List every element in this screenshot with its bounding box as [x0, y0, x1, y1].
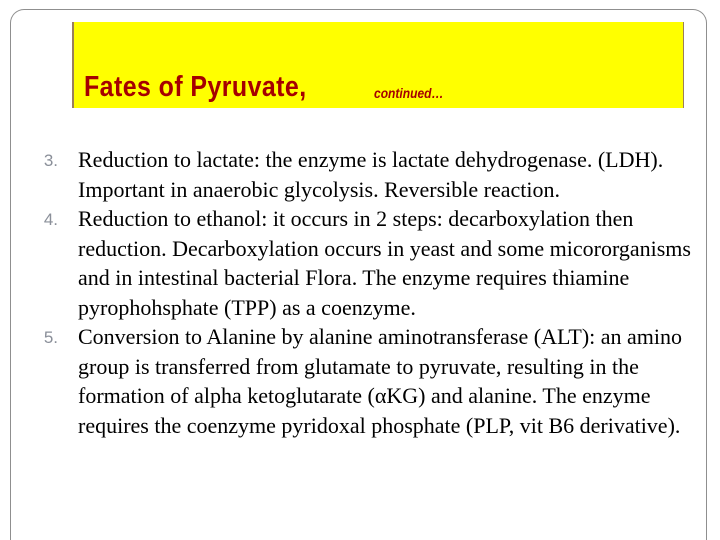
numbered-list: [0, 145, 720, 440]
list-item-number: 5.: [43, 328, 58, 347]
title-main: Fates of Pyruvate,: [84, 71, 307, 103]
list-item: [0, 204, 720, 322]
title-subtitle: continued…: [374, 85, 444, 101]
list-item-text: Conversion to Alanine by alanine aminotransferase (ALT): an amino group is transferred from glutamate to pyruvate, resulting in the formation of alpha ketoglutarate (αKG) and alanine. The enzyme requires the coenzyme pyridoxal phosphate (PLP, vit B6 derivative).: [78, 324, 683, 438]
list-item: [0, 322, 720, 440]
list-item: [0, 145, 720, 204]
list-item-number: 4.: [43, 210, 58, 229]
slide-title: [84, 71, 444, 104]
list-item-text: Reduction to ethanol: it occurs in 2 steps: decarboxylation then reduction. Decarboxylation occurs in yeast and some micororganisms and in intestinal bacterial Flora. The enzyme requires thiamine pyrophohsphate (TPP) as a coenzyme.: [78, 206, 691, 320]
list-item-number: 3.: [43, 151, 58, 170]
list-item-text: Reduction to lactate: the enzyme is lactate dehydrogenase. (LDH). Important in anaerobic glycolysis. Reversible reaction.: [78, 147, 664, 202]
title-box: [72, 22, 684, 108]
